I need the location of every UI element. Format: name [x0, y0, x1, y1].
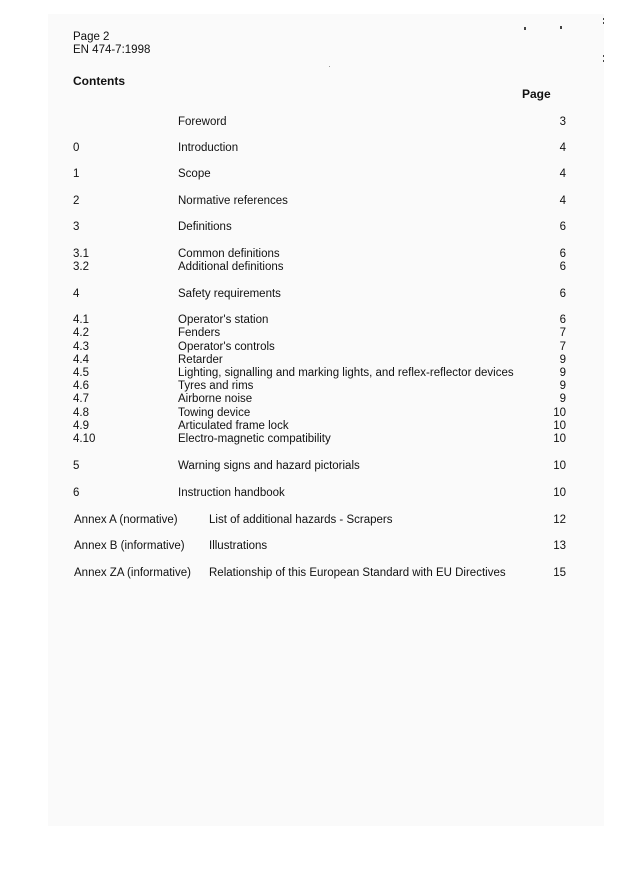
toc-page: 3 — [559, 116, 566, 128]
toc-page: 6 — [559, 314, 566, 326]
toc-number: 4.1 — [73, 314, 89, 326]
annex-page: 15 — [553, 567, 566, 579]
toc-number: 1 — [73, 168, 80, 180]
toc-title: Operator's station — [178, 314, 269, 326]
page-number: Page 2 — [73, 31, 110, 43]
toc-page: 9 — [559, 354, 566, 366]
scan-speck — [524, 27, 526, 30]
toc-title: Warning signs and hazard pictorials — [178, 460, 360, 472]
toc-number: 4.10 — [73, 433, 96, 445]
toc-title: Scope — [178, 168, 211, 180]
annex-title: List of additional hazards - Scrapers — [209, 514, 393, 526]
scan-speck — [603, 60, 604, 62]
toc-number: 6 — [73, 487, 80, 499]
toc-title: Tyres and rims — [178, 380, 254, 392]
toc-title: Lighting, signalling and marking lights, and reflex-reflector devices — [178, 367, 514, 379]
annex-page: 12 — [553, 514, 566, 526]
toc-page: 10 — [553, 407, 566, 419]
toc-page: 10 — [553, 420, 566, 432]
toc-page: 9 — [559, 367, 566, 379]
toc-number: 4.5 — [73, 367, 89, 379]
toc-number: 3.2 — [73, 261, 89, 273]
scan-speck — [603, 55, 604, 57]
toc-number: 0 — [73, 142, 80, 154]
toc-page: 9 — [559, 393, 566, 405]
toc-number: 3.1 — [73, 248, 89, 260]
toc-title: Towing device — [178, 407, 251, 419]
toc-page: 10 — [553, 460, 566, 472]
toc-title: Safety requirements — [178, 288, 281, 300]
annex-page: 13 — [553, 540, 566, 552]
toc-page: 9 — [559, 380, 566, 392]
toc-title: Fenders — [178, 327, 221, 339]
toc-number: 4.3 — [73, 341, 89, 353]
annex-label: Annex B (informative) — [74, 540, 185, 552]
toc-number: 3 — [73, 221, 80, 233]
toc-number: 4.2 — [73, 327, 89, 339]
contents-title: Contents — [73, 74, 125, 88]
toc-title: Definitions — [178, 221, 232, 233]
toc-number: 4.9 — [73, 420, 89, 432]
scan-speck — [560, 26, 562, 29]
toc-page: 10 — [553, 487, 566, 499]
toc-number: 5 — [73, 460, 80, 472]
scan-speck — [603, 22, 604, 24]
toc-page: 6 — [559, 221, 566, 233]
toc-title: Articulated frame lock — [178, 420, 289, 432]
toc-title: Normative references — [178, 195, 288, 207]
toc-page: 4 — [559, 142, 566, 154]
toc-title: Airborne noise — [178, 393, 253, 405]
toc-title: Foreword — [178, 116, 227, 128]
toc-number: 4.8 — [73, 407, 89, 419]
standard-id: EN 474-7:1998 — [73, 44, 151, 56]
toc-title: Introduction — [178, 142, 239, 154]
toc-page: 7 — [559, 327, 566, 339]
annex-title: Relationship of this European Standard with EU Directives — [209, 567, 506, 579]
toc-number: 2 — [73, 195, 80, 207]
toc-title: Retarder — [178, 354, 223, 366]
toc-page: 6 — [559, 288, 566, 300]
annex-label: Annex ZA (informative) — [74, 567, 191, 579]
toc-page: 4 — [559, 168, 566, 180]
toc-number: 4.6 — [73, 380, 89, 392]
toc-page: 6 — [559, 248, 566, 260]
toc-number: 4.4 — [73, 354, 89, 366]
toc-title: Electro-magnetic compatibility — [178, 433, 331, 445]
toc-title: Operator's controls — [178, 341, 275, 353]
toc-page: 7 — [559, 341, 566, 353]
toc-number: 4 — [73, 288, 80, 300]
toc-number: 4.7 — [73, 393, 89, 405]
toc-title: Additional definitions — [178, 261, 284, 273]
toc-title: Instruction handbook — [178, 487, 285, 499]
scan-speck — [603, 18, 604, 20]
page-column-label: Page — [522, 87, 551, 101]
page-sheet — [48, 14, 604, 826]
annex-title: Illustrations — [209, 540, 268, 552]
toc-page: 6 — [559, 261, 566, 273]
toc-page: 10 — [553, 433, 566, 445]
scan-speck — [329, 66, 330, 67]
annex-label: Annex A (normative) — [74, 514, 178, 526]
toc-title: Common definitions — [178, 248, 280, 260]
toc-page: 4 — [559, 195, 566, 207]
